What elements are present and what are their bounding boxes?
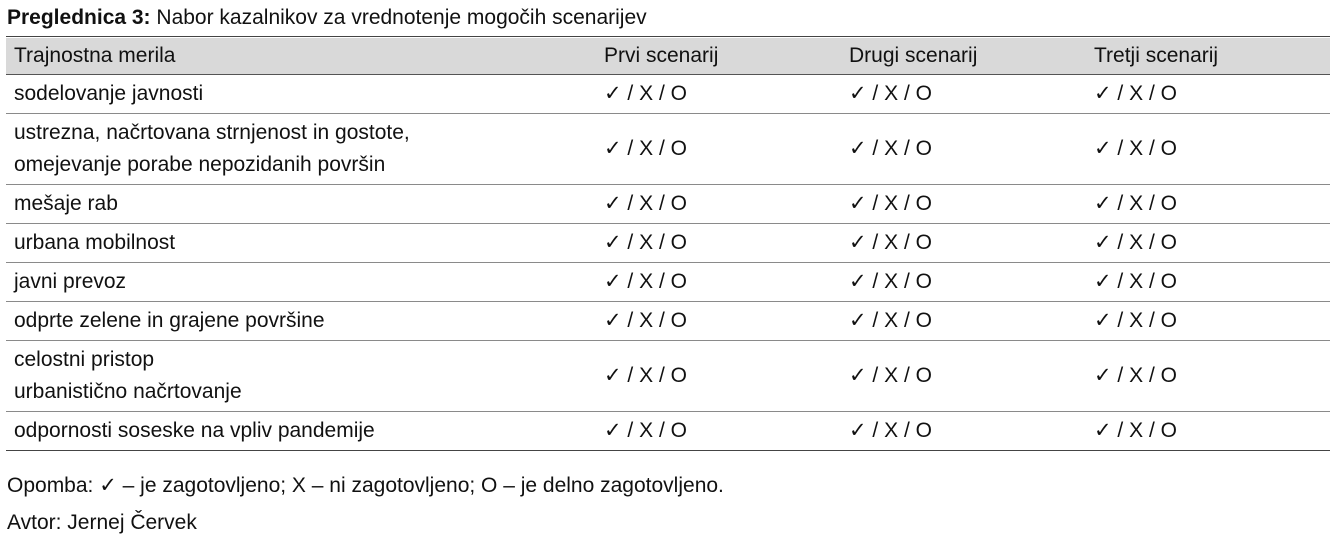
indicator-table	[6, 38, 1330, 451]
header-criteria: Trajnostna merila	[6, 38, 596, 74]
criterion-cell	[6, 223, 596, 262]
table-row	[6, 223, 1330, 262]
top-rule	[6, 36, 1330, 37]
first-scenario-cell: ✓ / X / O	[596, 74, 841, 113]
criterion-text: odpornosti soseske na vpliv pandemije	[14, 418, 375, 442]
second-scenario-cell: ✓ / X / O	[841, 262, 1086, 301]
criterion-cell	[6, 113, 596, 184]
second-scenario-cell: ✓ / X / O	[841, 113, 1086, 184]
criterion-cell	[6, 411, 596, 450]
second-scenario-cell: ✓ / X / O	[841, 301, 1086, 340]
caption-label: Preglednica 3:	[7, 6, 151, 29]
header-first-scenario: Prvi scenarij	[596, 38, 841, 74]
third-scenario-cell: ✓ / X / O	[1086, 262, 1330, 301]
first-scenario-cell: ✓ / X / O	[596, 262, 841, 301]
table-row	[6, 411, 1330, 450]
criterion-text: mešaje rab	[14, 191, 118, 215]
first-scenario-cell: ✓ / X / O	[596, 411, 841, 450]
table-row	[6, 262, 1330, 301]
criterion-text: celostni pristop	[14, 347, 155, 371]
first-scenario-cell: ✓ / X / O	[596, 113, 841, 184]
table-header-row	[6, 38, 1330, 74]
first-scenario-cell: ✓ / X / O	[596, 301, 841, 340]
second-scenario-cell: ✓ / X / O	[841, 411, 1086, 450]
criterion-cell	[6, 74, 596, 113]
table-row	[6, 74, 1330, 113]
caption-text: Nabor kazalnikov za vrednotenje mogočih scenarijev	[150, 6, 647, 29]
criterion-text: odprte zelene in grajene površine	[14, 308, 325, 332]
second-scenario-cell: ✓ / X / O	[841, 74, 1086, 113]
criterion-cell	[6, 301, 596, 340]
second-scenario-cell: ✓ / X / O	[841, 340, 1086, 411]
third-scenario-cell: ✓ / X / O	[1086, 74, 1330, 113]
criterion-text: urbanistično načrtovanje	[14, 379, 242, 403]
third-scenario-cell: ✓ / X / O	[1086, 411, 1330, 450]
third-scenario-cell: ✓ / X / O	[1086, 340, 1330, 411]
first-scenario-cell: ✓ / X / O	[596, 184, 841, 223]
table-row	[6, 301, 1330, 340]
first-scenario-cell: ✓ / X / O	[596, 223, 841, 262]
table-caption	[7, 4, 647, 32]
criterion-cell	[6, 184, 596, 223]
third-scenario-cell: ✓ / X / O	[1086, 223, 1330, 262]
criterion-text: sodelovanje javnosti	[14, 81, 204, 105]
legend-note: Opomba: ✓ – je zagotovljeno; X – ni zagotovljeno; O – je delno zagotovljeno.	[7, 474, 724, 497]
criterion-text: javni prevoz	[14, 269, 127, 293]
first-scenario-cell: ✓ / X / O	[596, 340, 841, 411]
author-note: Avtor: Jernej Červek	[7, 511, 197, 534]
table-row	[6, 113, 1330, 184]
criterion-text: omejevanje porabe nepozidanih površin	[14, 152, 386, 176]
header-third-scenario: Tretji scenarij	[1086, 38, 1330, 74]
table-row	[6, 184, 1330, 223]
third-scenario-cell: ✓ / X / O	[1086, 113, 1330, 184]
third-scenario-cell: ✓ / X / O	[1086, 301, 1330, 340]
third-scenario-cell: ✓ / X / O	[1086, 184, 1330, 223]
criterion-cell	[6, 262, 596, 301]
second-scenario-cell: ✓ / X / O	[841, 184, 1086, 223]
header-second-scenario: Drugi scenarij	[841, 38, 1086, 74]
criterion-cell	[6, 340, 596, 411]
table-row	[6, 340, 1330, 411]
second-scenario-cell: ✓ / X / O	[841, 223, 1086, 262]
criterion-text: urbana mobilnost	[14, 230, 176, 254]
criterion-text: ustrezna, načrtovana strnjenost in gostote,	[14, 120, 410, 144]
